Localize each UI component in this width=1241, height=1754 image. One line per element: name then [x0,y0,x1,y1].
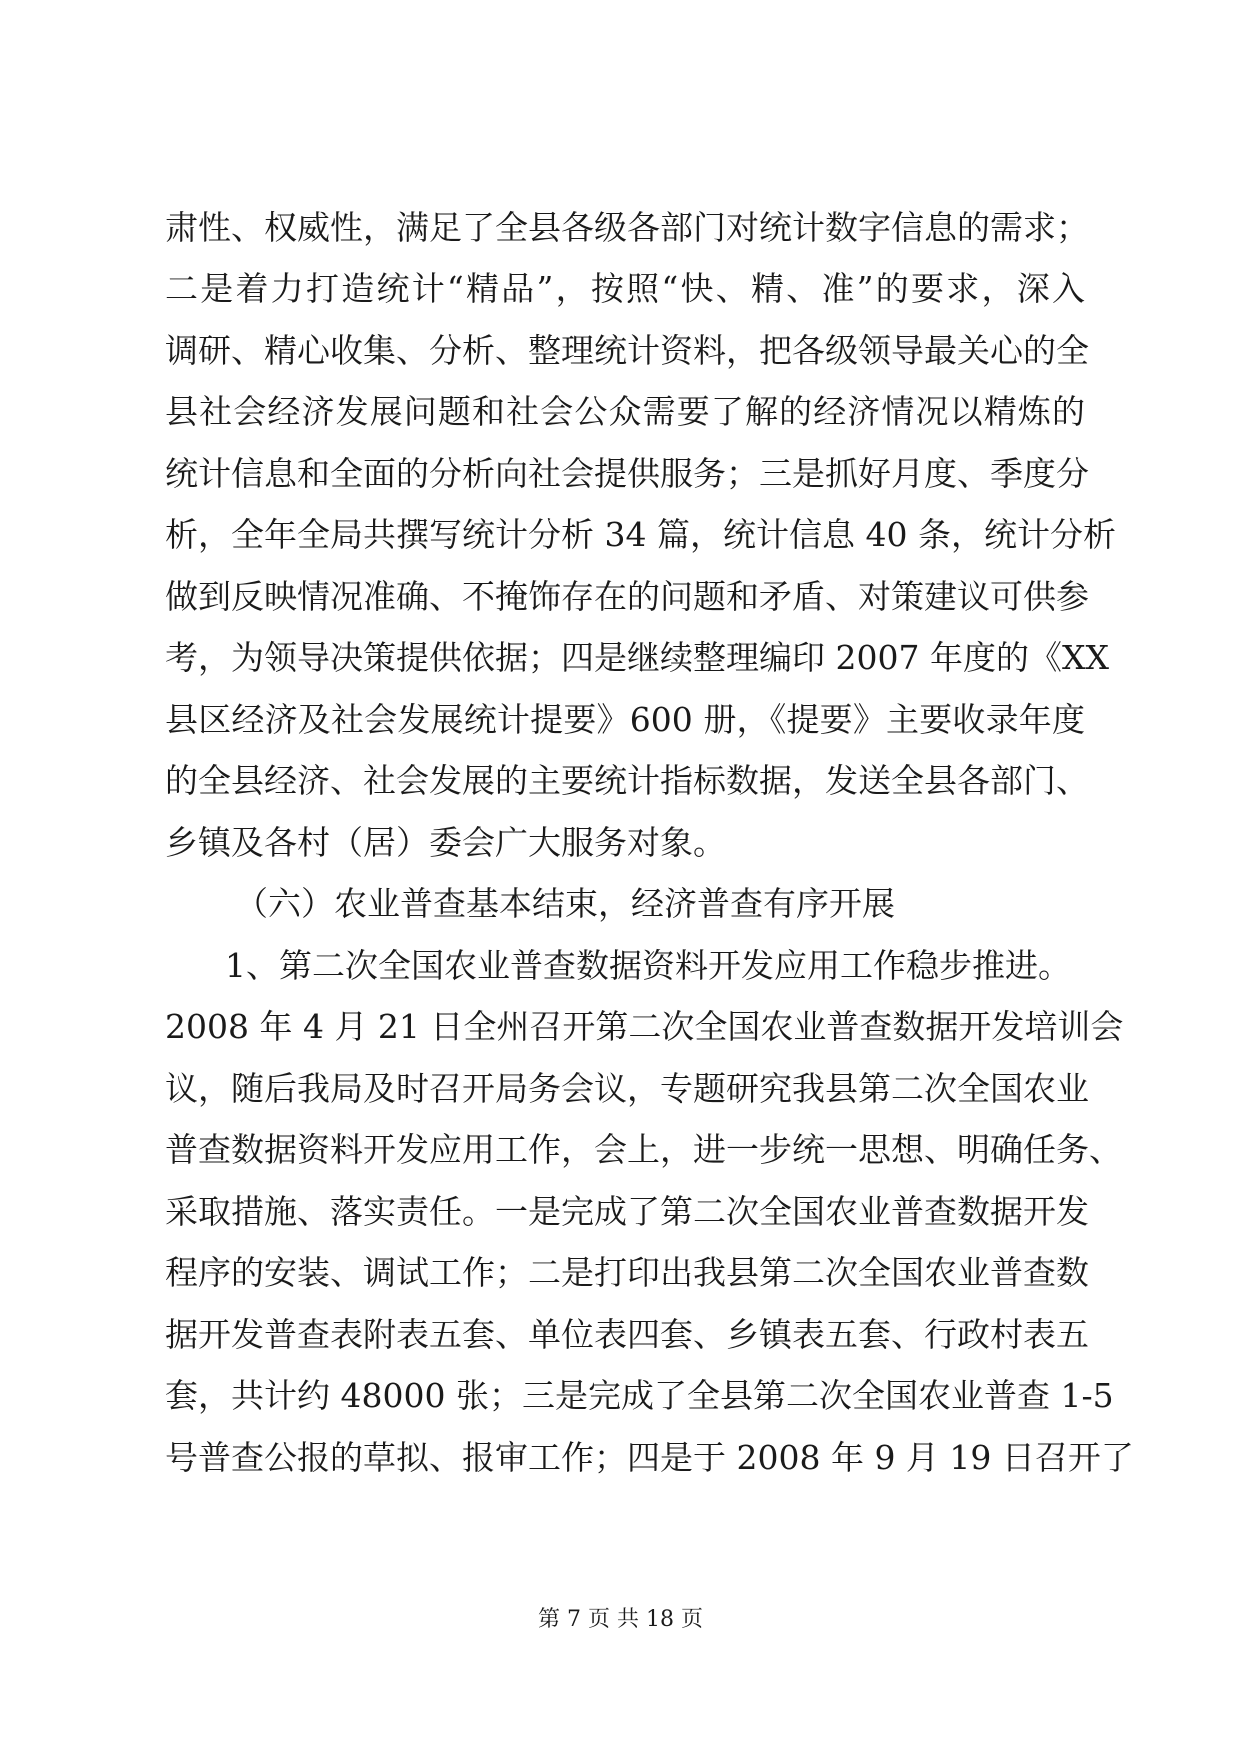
body-line-6: 析，全年全局共撰写统计分析 34 篇，统计信息 40 条，统计分析 [165,515,1116,554]
body-line-11: 乡镇及各村（居）委会广大服务对象。 [165,823,726,862]
body-line-8: 考，为领导决策提供依据；四是继续整理编印 2007 年度的《XX [165,638,1109,677]
body-line-10: 的全县经济、社会发展的主要统计指标数据，发送全县各部门、 [165,761,1089,800]
body-line-18: 程序的安装、调试工作；二是打印出我县第二次全国农业普查数 [165,1253,1089,1292]
body-line-4: 县社会经济发展问题和社会公众需要了解的经济情况以精炼的 [165,392,1085,431]
body-line-14: 2008 年 4 月 21 日全州召开第二次全国农业普查数据开发培训会 [165,1007,1124,1046]
body-line-7: 做到反映情况准确、不掩饰存在的问题和矛盾、对策建议可供参 [165,577,1089,616]
subsection-heading: 1、第二次全国农业普查数据资料开发应用工作稳步推进。 [225,946,1071,985]
body-line-17: 采取措施、落实责任。一是完成了第二次全国农业普查数据开发 [165,1192,1089,1231]
body-line-1: 肃性、权威性，满足了全县各级各部门对统计数字信息的需求； [165,208,1089,247]
section-heading: （六）农业普查基本结束，经济普查有序开展 [235,884,895,923]
body-line-9: 县区经济及社会发展统计提要》600 册，《提要》主要收录年度 [165,700,1085,739]
body-line-19: 据开发普查表附表五套、单位表四套、乡镇表五套、行政村表五 [165,1315,1089,1354]
page-number-footer: 第 7 页 共 18 页 [538,1607,703,1632]
body-line-3: 调研、精心收集、分析、整理统计资料，把各级领导最关心的全 [165,331,1089,370]
body-line-16: 普查数据资料开发应用工作，会上，进一步统一思想、明确任务、 [165,1130,1122,1169]
body-line-15: 议，随后我局及时召开局务会议，专题研究我县第二次全国农业 [165,1069,1089,1108]
body-line-21: 号普查公报的草拟、报审工作；四是于 2008 年 9 月 19 日召开了 [165,1438,1134,1477]
body-line-5: 统计信息和全面的分析向社会提供服务；三是抓好月度、季度分 [165,454,1089,493]
body-line-20: 套，共计约 48000 张；三是完成了全县第二次全国农业普查 1-5 [165,1376,1114,1415]
body-line-2: 二是着力打造统计“精品”，按照“快、精、准”的要求，深入 [165,269,1085,308]
